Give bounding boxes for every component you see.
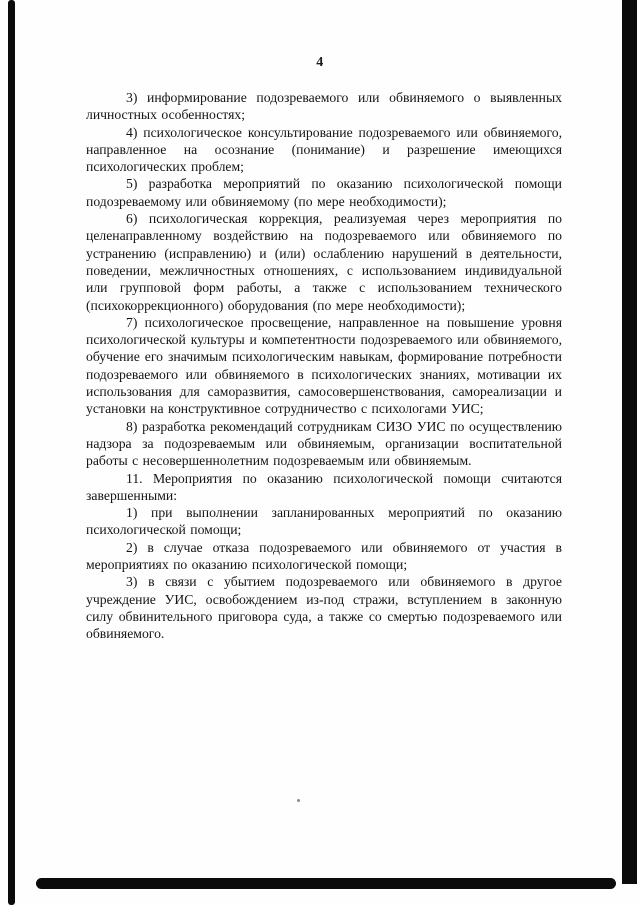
paragraph: 4) психологическое консультирование подозреваемого или обвиняемого, направленное на осознание (понимание) и разрешение имеющихся психологических проблем; [86,124,562,175]
document-body [86,89,562,643]
scan-edge-bottom [36,878,616,889]
page-number: 4 [316,55,324,70]
paragraph: 3) в связи с убытием подозреваемого или обвиняемого в другое учреждение УИС, освобождением из-под стражи, вступлением в законную силу обвинительного приговора суда, а также со смертью подозреваемого или обвиняемого. [86,574,562,642]
paragraph: 7) психологическое просвещение, направленное на повышение уровня психологической культуры и компетентности подозреваемого или обвиняемого, обучение его значимым психологическим навыкам, формирование потребности подозреваемого или обвиняемого в психологических знаниях, мотивации их использования для саморазвития, самосовершенствования, самореализации и установки на конструктивное сотрудничество с психологами УИС; [86,314,562,417]
scan-edge-left [8,0,15,905]
paragraph: 1) при выполнении запланированных мероприятий по оказанию психологической помощи; [86,505,562,538]
paragraph: 2) в случае отказа подозреваемого или обвиняемого от участия в мероприятиях по оказанию психологической помощи; [86,539,562,573]
scan-speck [297,799,300,802]
paragraph: 8) разработка рекомендаций сотрудникам СИЗО УИС по осуществлению надзора за подозреваемым или обвиняемым, организации воспитательной работы с несовершеннолетним подозреваемым или обвиняемым. [86,418,562,469]
paragraph: 3) информирование подозреваемого или обвиняемого о выявленных личностных особенностях; [86,90,562,123]
paragraph: 6) психологическая коррекция, реализуемая через мероприятия по целенаправленному воздействию на подозреваемого или обвиняемого по устранению (исправлению) и (или) ослаблению нарушений в деятельности, поведении, межличностных отношениях, с использованием индивидуальной или групповой форм работы, а также с использованием технического (психокоррекционного) оборудования (по мере необходимости); [86,211,562,313]
scan-edge-right [622,0,637,884]
paragraph: 11. Мероприятия по оказанию психологической помощи считаются завершенными: [86,470,562,503]
paragraph: 5) разработка мероприятий по оказанию психологической помощи подозреваемому или обвиняемому (по мере необходимости); [86,176,562,209]
